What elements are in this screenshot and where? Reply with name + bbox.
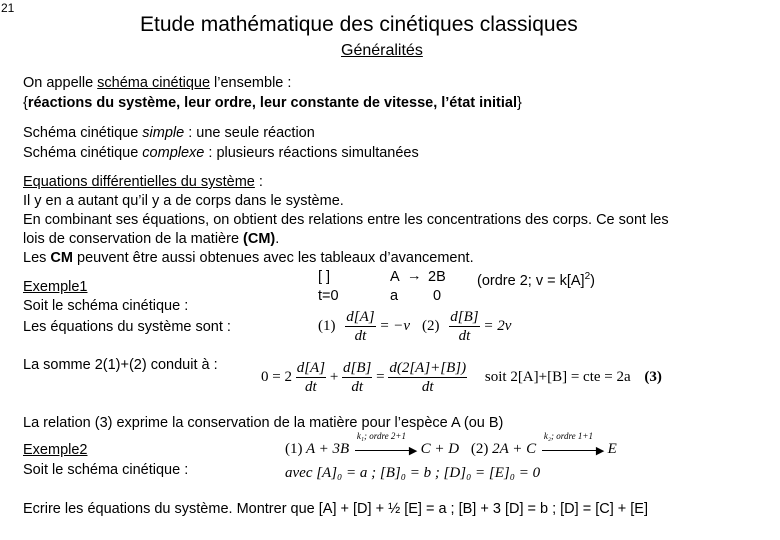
cm-prefix: lois de conservation de la matière [23, 231, 244, 247]
cm-suffix: . [275, 231, 280, 247]
r2-arrow-icon: k₂; ordre 1+1 ▶ [543, 430, 605, 457]
cm2-suffix: peuvent être aussi obtenues avec les tableaux d’avancement. [72, 250, 474, 266]
r1-arrow-icon: k₁; ordre 2+1 ▶ [356, 430, 418, 457]
eq2-numerator: d[B] [450, 309, 479, 325]
eq1-rhs: = −ν [379, 317, 410, 334]
exemple2-initial-conditions: avec [A]₀ = a ; [B]₀ = b ; [D]₀ = [E]₀ = 0 [285, 465, 541, 481]
equations-heading [23, 173, 263, 191]
r2-label: (2) [470, 441, 489, 457]
somme-text: La somme 2(1)+(2) conduit à : [23, 357, 218, 373]
r1-label: (1) [285, 441, 303, 457]
schema-complex-suffix: : plusieurs réactions simultanées [204, 145, 419, 161]
somme-plus: + [329, 368, 339, 385]
brace-open: { [23, 95, 28, 111]
equation-2 [422, 308, 511, 345]
table-zero: 0 [433, 288, 442, 304]
relation-text: La relation (3) exprime la conservation de la matière pour l’espèce A (ou B) [23, 415, 504, 431]
r1-rhs: C + D [420, 441, 460, 457]
table-order [477, 268, 595, 290]
table-header-bracket: [ ] [318, 269, 331, 285]
task-text: Ecrire les équations du système. Montrer que [A] + [D] + ½ [E] = a ; [B] + 3 [D] = b ; [D] = [C] + [E] [23, 501, 648, 517]
somme-soit: soit 2[A]+[B] = cte = 2a [484, 368, 631, 385]
r2-rate-label: k₂; ordre 1+1 [543, 430, 593, 441]
somme-f2-num: d[B] [343, 360, 372, 376]
equations-line-4 [23, 249, 474, 267]
equations-line-3 [23, 230, 279, 248]
r2-rhs: E [607, 441, 617, 457]
cm-bold: (CM) [243, 231, 276, 247]
schema-complex-term: complexe [142, 145, 205, 161]
order-prefix: (ordre 2; v = k[A] [477, 272, 585, 289]
intro-prefix: On appelle [23, 75, 98, 91]
schema-simple-suffix: : une seule réaction [184, 125, 315, 141]
intro-term: schéma cinétique [97, 75, 211, 91]
section-subtitle: Généralités [341, 42, 423, 59]
order-suffix: ) [590, 272, 595, 289]
somme-lhs: 0 = 2 [261, 368, 292, 385]
page-title: Etude mathématique des cinétiques classiques [140, 13, 578, 36]
schema-definition: réactions du système, leur ordre, leur constante de vitesse, l’état initial [27, 95, 517, 111]
somme-f3-num: d(2[A]+[B]) [389, 360, 467, 376]
equations-line-2: En combinant ses équations, on obtient des relations entre les concentrations des corps. Ce sont les [23, 212, 669, 228]
reaction-arrow-icon: → [407, 268, 422, 284]
cm2-prefix: Les [23, 250, 51, 266]
eq1-label: (1) [318, 317, 336, 334]
order-exp: 2 [584, 271, 591, 282]
equations-heading-colon: : [254, 174, 263, 190]
eq2-rhs: = 2ν [483, 317, 512, 334]
eq1-numerator: d[A] [346, 309, 375, 325]
schema-complex-prefix: Schéma cinétique [23, 145, 143, 161]
r2-lhs: 2A + C [492, 441, 537, 457]
exemple1-line-1: Soit le schéma cinétique : [23, 298, 189, 314]
cm2-bold: CM [50, 250, 73, 266]
schema-simple-prefix: Schéma cinétique [23, 125, 143, 141]
eq2-label: (2) [422, 317, 440, 334]
table-species-2B: 2B [428, 269, 446, 285]
somme-f2-den: dt [351, 379, 364, 395]
equations-heading-text: Equations différentielles du système [23, 174, 255, 190]
somme-equals: = [376, 368, 385, 385]
intro-line-2 [23, 94, 522, 112]
schema-complex [23, 144, 419, 162]
table-a: a [390, 288, 399, 304]
intro-line-1 [23, 74, 291, 92]
eq2-denominator: dt [458, 328, 471, 344]
brace-close: } [517, 95, 522, 111]
schema-simple-term: simple [142, 125, 185, 141]
somme-equation [261, 359, 662, 396]
schema-simple [23, 124, 315, 142]
exemple2-line-1: Soit le schéma cinétique : [23, 462, 189, 478]
equation-1 [318, 308, 410, 345]
page-number: 21 [1, 1, 15, 15]
somme-eq-number: (3) [644, 368, 662, 385]
exemple2-label: Exemple2 [23, 442, 88, 458]
intro-suffix: l’ensemble : [210, 75, 292, 91]
exemple1-line-2: Les équations du système sont : [23, 319, 231, 335]
eq1-denominator: dt [354, 328, 367, 344]
somme-f1-den: dt [305, 379, 317, 395]
somme-f3-den: dt [421, 379, 434, 395]
r1-rate-label: k₁; ordre 2+1 [356, 430, 406, 441]
exemple2-reactions [285, 430, 617, 458]
equations-line-1: Il y en a autant qu’il y a de corps dans le système. [23, 193, 344, 209]
table-species-A: A [390, 269, 400, 285]
somme-f1-num: d[A] [296, 360, 326, 376]
exemple1-label: Exemple1 [23, 279, 88, 295]
r1-lhs: A + 3B [305, 441, 350, 457]
table-t0: t=0 [318, 288, 339, 304]
